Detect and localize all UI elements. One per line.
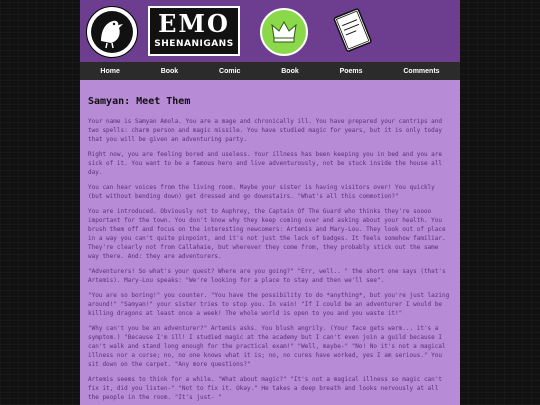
site-logo[interactable] [148, 6, 240, 56]
book-logo[interactable] [328, 8, 378, 54]
book-icon [328, 8, 378, 54]
bird-logo[interactable] [86, 6, 138, 58]
nav-book[interactable]: Book [160, 67, 179, 75]
logo-subtitle: SHENANIGANS [154, 39, 234, 49]
crown-logo[interactable] [260, 8, 308, 56]
story-paragraph: "Adventurers! So what's your quest? Where are you going?" "Err, well.. " the short one says (that's Artemis). Mary-Lou speaks: "We're looking for a place to stay and then we'll see". [88, 268, 446, 284]
nav-comments[interactable]: Comments [403, 67, 440, 75]
page-title: Samyan: Meet Them [88, 96, 191, 107]
page-wrapper [80, 0, 460, 405]
logo-title: EMO [158, 9, 230, 38]
main-nav [80, 62, 460, 80]
bird-icon [91, 11, 133, 53]
story-paragraph: Your name is Samyan Amola. You are a mage and chronically ill. You have prepared your cantrips and two spells: charm person and magic missile. You have studied magic for years, but it is only today that you will be given an adventuring party. [88, 118, 443, 143]
site-header [80, 0, 460, 62]
main-content [80, 80, 460, 405]
story-paragraph: Right now, you are feeling bored and useless. Your illness has been keeping you in bed and you are sick of it. You want to be a famous hero and live adventurously, not be stuck inside the house all day. [88, 151, 443, 176]
story-paragraph: You are introduced. Obviously not to Auphrey, the Captain Of The Guard who thinks they're soooo important for the town. You don't know why they keep coming over and asking about your health. You brush them off and focus on the interesting newcomers: Artemis and Mary-Lou. They look out of place in a way you can't quite pinpoint, and it's not just the lack of badges. It feels somehow familiar. They're clearly not from Callahaie, but wherever they come from, they probably stick out the same way there. And: they are adventurers. [88, 208, 446, 260]
crown-icon [262, 10, 306, 54]
story-paragraph: Artemis seems to think for a while. "What about magic?" "It's not a magical illness so magic can't fix it, did you listen-" "Not to fix it. Okay." He takes a deep breath and looks nervously at all the people in the room. "It's just- " [88, 376, 443, 401]
story-paragraph: You can hear voices from the living room. Maybe your sister is having visitors over! You quickly (but without bending down) get dressed and go downstairs. "What's all this commotion?" [88, 184, 435, 200]
nav-comic[interactable]: Comic [219, 67, 241, 75]
nav-poems[interactable]: Poems [339, 67, 363, 75]
story-paragraph: "You are so boring!" you counter. "You have the possibility to do *anything*, but you're just lazing around!" "Samyan!" your sister tries to stop you. In vain! "If I could be an adventurer I would be killing dragons at least once a week! The whole world is open to you and you waste it!" [88, 292, 450, 317]
nav-home[interactable]: Home [100, 67, 120, 75]
nav-book-2[interactable]: Book [281, 67, 299, 75]
story-paragraph: "Why can't you be an adventurer?" Artemis asks. You blush angrily. (Your face gets warm... it's a symptom.) "Because I'm ill! I studied magic at the academy but I can't even join a guild because I can't walk and stand long enough for the practical exam!" "Well, maybe-" "No! No it's not a magical illness nor a curse; no, no one knows what it is; no, no cures have worked, yes I am serious." You sit down on the carpet. "Any more questions?" [88, 325, 446, 368]
